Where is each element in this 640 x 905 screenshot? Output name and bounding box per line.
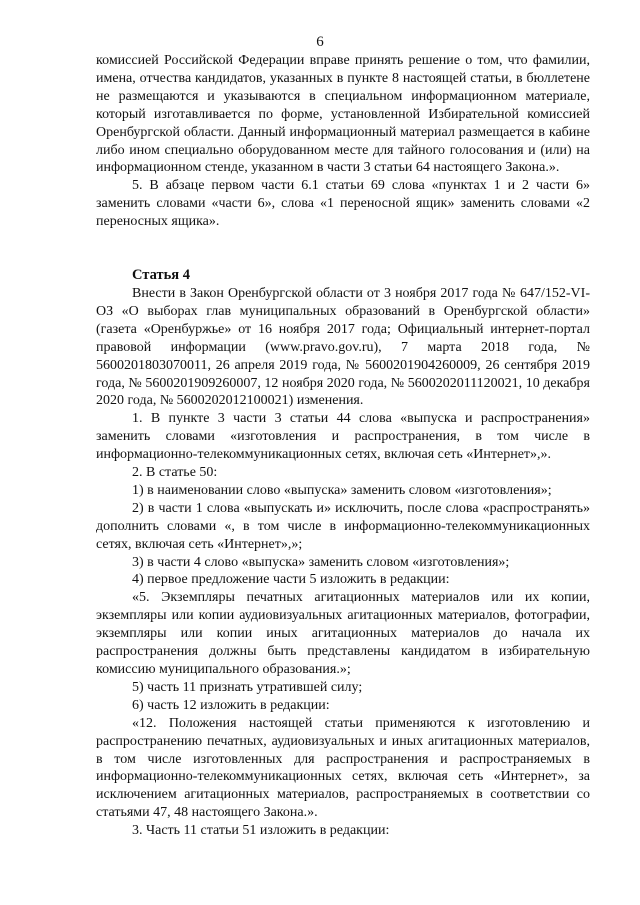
paragraph-subitem-3: 3) в части 4 слово «выпуска» заменить словом «изготовления»; xyxy=(132,554,510,570)
paragraph-subitem-2: 2) в части 1 слова «выпускать и» исключить, после слова «распространять» дополнить словами «, в том числе в информационно-телекоммуникационных сетях, включая сеть «Интернет»,»; xyxy=(96,500,590,552)
paragraph-quote-5: «5. Экземпляры печатных агитационных материалов или их копии, экземпляры или копии аудиовизуальных агитационных материалов, фотографии, экземпляры или копии иных агитационных материалов до начала их распространения должны быть представлены кандидатом в избирательную комиссию муниципального образования.»; xyxy=(96,590,590,677)
paragraph-subitem-5: 5) часть 11 признать утратившей силу; xyxy=(132,679,363,695)
article-heading: Статья 4 xyxy=(132,267,190,284)
document-body xyxy=(96,52,590,840)
paragraph-quote-12: «12. Положения настоящей статьи применяются к изготовлению и распространению печатных, аудиовизуальных и иных агитационных материалов, в том числе изготовленных для распространения и распространяемых в информационно-телекоммуникационных сетях, включая сеть «Интернет», за исключением агитационных материалов, распространяемых в соответствии со статьями 47, 48 настоящего Закона.». xyxy=(96,715,590,821)
section-gap xyxy=(96,231,590,267)
paragraph-continuation: комиссией Российской Федерации вправе принять решение о том, что фамилии, имена, отчества кандидатов, указанных в пункте 8 настоящей статьи, в бюллетене не размещаются и указываются в специальном информационном материале, который изготавливается по форме, установленной Избирательной комиссией Оренбургской области. Данный информационный материал размещается в кабине либо ином специально оборудованном месте для тайного голосования и (или) на информационном стенде, указанном в части 3 статьи 64 настоящего Закона.». xyxy=(96,53,590,176)
page-number: 6 xyxy=(316,34,324,50)
paragraph-subitem-6: 6) часть 12 изложить в редакции: xyxy=(132,697,330,713)
paragraph-subitem-4: 4) первое предложение части 5 изложить в редакции: xyxy=(132,572,450,588)
paragraph-item-3: 3. Часть 11 статьи 51 изложить в редакции: xyxy=(132,823,390,839)
paragraph-subitem-1: 1) в наименовании слово «выпуска» заменить словом «изготовления»; xyxy=(132,482,552,498)
paragraph-item-1: 1. В пункте 3 части 3 статьи 44 слова «выпуска и распространения» заменить словами «изготовления и распространения, в том числе в информационно-телекоммуникационных сетях, включая сеть «Интернет»,». xyxy=(96,411,590,463)
paragraph-item-2: 2. В статье 50: xyxy=(132,465,218,481)
paragraph-item-5: 5. В абзаце первом части 6.1 статьи 69 слова «пунктах 1 и 2 части 6» заменить словами «части 6», слова «1 переносной ящик» заменить словами «2 переносных ящика». xyxy=(96,178,590,230)
paragraph-article-intro: Внести в Закон Оренбургской области от 3 ноября 2017 года № 647/152-VI-ОЗ «О выборах глав муниципальных образований в Оренбургской области» (газета «Оренбуржье» от 16 ноября 2017 года; Официальный интернет-портал правовой информации (www.pravo.gov.ru), 7 марта 2018 года, № 5600201803070011, 26 апреля 2019 года, № 5600201904260009, 26 сентября 2019 года, № 5600201909260007, 12 ноября 2020 года, № 5600202011120021, 10 декабря 2020 года, № 5600202012100021) изменения. xyxy=(96,285,590,409)
